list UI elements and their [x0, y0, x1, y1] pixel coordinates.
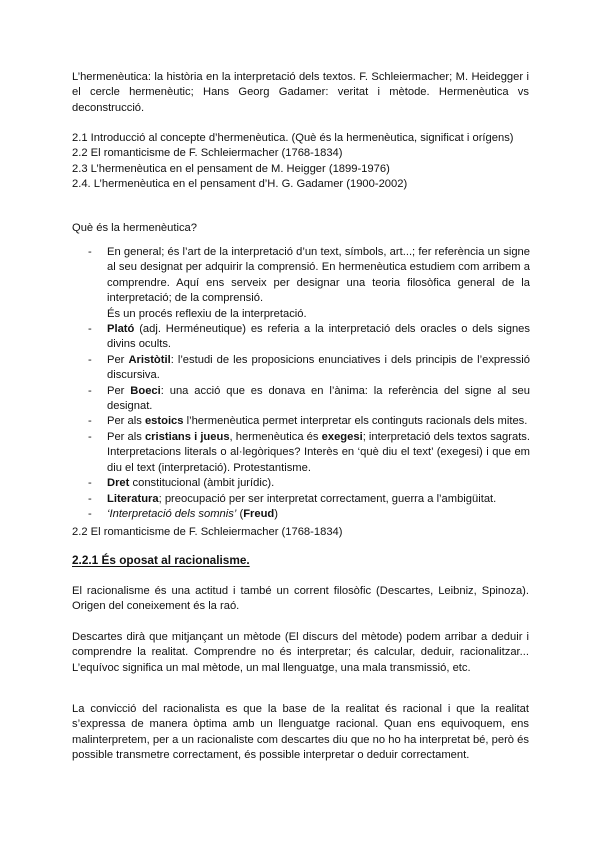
subsection-heading-text: 2.2.1 És oposat al racionalisme. — [72, 553, 250, 567]
list-item-prefix: Per als — [107, 430, 145, 443]
list-item-text: ; interpretació dels textos sagrats. Interpretacions literals o al·legòriques? Interès en ‘què diu el text’ (exegesi) i que em diu el text (interpretació). Protestantisme. — [107, 430, 530, 474]
list-item-text: (adj. Herméneutique) es referia a la interpretació dels oracles o dels signes divins ocults. — [107, 323, 530, 351]
definition-list — [88, 245, 530, 522]
toc-item: 2.3 L’hermenèutica en el pensament de M. Heigger (1899-1976) — [72, 162, 390, 175]
paragraph: La convicció del racionalista es que la base de la realitat és racional i que la realitat s’expressa de manera òptima amb un llenguatge racional. Quan ens equivoquem, ens malinterpretem, per a un racionaliste com descartes diu que no ho ha interpretat bé, però és possible transmetre correctament, és possible interpretar o deduir correctament. — [72, 703, 529, 762]
list-item-text: constitucional (àmbit jurídic). — [129, 477, 275, 490]
toc-item: 2.1 Introducció al concepte d’hermenèutica. (Què és la hermenèutica, significat i orígens) — [72, 132, 514, 144]
list-item: - Per Aristòtil: l’estudi de les proposicions enunciatives i dels principis de l’expressió discursiva. — [88, 353, 530, 382]
list-item: - Plató (adj. Herméneutique) es referia a la interpretació dels oracles o dels signes divins ocults. — [88, 323, 530, 351]
list-item-text: ( — [236, 507, 244, 520]
list-item: - Per Boeci: una acció que es donava en l’ànima: la referència del signe al seu designat. — [88, 384, 530, 413]
list-item-bold: Aristòtil — [128, 353, 171, 366]
list-item-text: : l’estudi de les proposicions enunciatives i dels principis de l’expressió discursiva. — [107, 353, 530, 382]
list-item-bold: estoics — [144, 415, 184, 428]
list-item: - ‘Interpretació dels somnis’ (Freud) — [88, 507, 278, 520]
paragraph: El racionalisme és una actitud i també un corrent filosòfic (Descartes, Leibniz, Spinoza). Origen del coneixement és la raó. — [72, 585, 529, 613]
list-item-text: ; preocupació per ser interpretat correctament, guerra a l’ambigüitat. — [158, 492, 497, 505]
list-item-bold: Boeci — [130, 384, 161, 397]
toc-item: 2.2 El romanticisme de F. Schleiermacher (1768-1834) — [72, 147, 343, 160]
list-item: - Dret constitucional (àmbit jurídic). — [88, 477, 275, 490]
list-item-text: l’hermenèutica permet interpretar els continguts racionals dels mites. — [183, 415, 528, 428]
section-heading: 2.2 El romanticisme de F. Schleiermacher (1768-1834) — [72, 526, 343, 538]
list-item: - Per als cristians i jueus, hermenèutica és exegesi; interpretació dels textos sagrats. Interpretacions literals o al·legòriques? Interès en ‘què diu el text’ (exegesi) i que em diu el text (interpretació). Protestantisme. — [88, 430, 530, 474]
question-heading: Què és la hermenèutica? — [72, 222, 198, 234]
document-title: L’hermenèutica: la història en la interpretació dels textos. F. Schleiermacher; M. Heidegger i el cercle hermenèutic; Hans Georg Gadamer: veritat i mètode. Hermenèutica vs deconstrucció. — [72, 71, 529, 114]
toc-item: 2.4. L’hermenèutica en el pensament d’H. G. Gadamer (1900-2002) — [72, 178, 408, 191]
list-item-bold: Plató — [107, 323, 135, 336]
list-item-text: , hermenèutica és — [229, 430, 322, 443]
list-item: - Per als estoics l’hermenèutica permet interpretar els continguts racionals dels mites. — [88, 415, 528, 428]
list-item-italic: ‘Interpretació dels somnis’ — [107, 507, 237, 520]
list-item-text: : una acció que es donava en l’ànima: la referència del signe al seu designat. — [107, 384, 530, 413]
list-item-text: En general; és l’art de la interpretació d’un text, símbols, art...; fer referència un signe al seu designat per adquirir la comprensió. En hermenèutica estudiem com arribem a comprendre. Aquí ens serveix per designar una teoria filosòfica general de la interpretació; de la comprensió. — [107, 246, 530, 305]
list-item-prefix: Per als — [107, 415, 145, 428]
list-item-prefix: Per — [107, 353, 129, 366]
list-item-prefix: Per — [107, 384, 131, 397]
list-item-bold: exegesi — [321, 430, 363, 443]
list-item-bold: Literatura — [107, 492, 159, 505]
list-item-bold: Freud — [243, 507, 275, 520]
table-of-contents — [72, 131, 529, 193]
list-item-text: ) — [274, 507, 278, 520]
list-item-bold: Dret — [107, 477, 130, 490]
list-item: - Literatura; preocupació per ser interpretat correctament, guerra a l’ambigüitat. — [88, 492, 497, 505]
subsection-heading — [72, 553, 529, 568]
paragraph: Descartes dirà que mitjançant un mètode (El discurs del mètode) podem arribar a deduir i comprendre la realitat. Comprendre no és interpretar; és calcular, deduir, racionalitzar... L’equívoc significa un mal mètode, un mal llenguatge, una mala transmissió, etc. — [72, 631, 529, 674]
list-item-bold: cristians i jueus — [144, 430, 230, 443]
list-item-extra: És un procés reflexiu de la interpretació. — [107, 307, 307, 320]
list-item: - En general; és l’art de la interpretació d’un text, símbols, art...; fer referència un signe al seu designat per adquirir la comprensió. En hermenèutica estudiem com arribem a comprendre. Aquí ens serveix per designar una teoria filosòfica general de la interpretació; de la comprensió. És un procés reflexiu de la interpretació. — [88, 245, 530, 322]
